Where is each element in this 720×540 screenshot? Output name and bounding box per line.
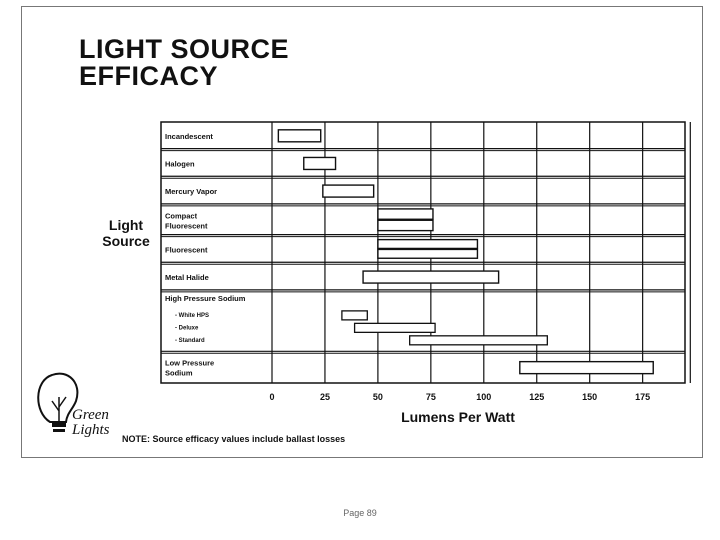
range-bar — [355, 323, 435, 332]
x-tick-label: 0 — [269, 392, 275, 402]
y-axis-label-line-1: Light — [108, 217, 144, 233]
range-bar — [520, 362, 653, 374]
category-label: Incandescent — [165, 131, 213, 141]
x-axis-label: Lumens Per Watt — [401, 409, 515, 425]
logo-text-green: Green — [72, 407, 109, 423]
x-tick-label: 25 — [319, 392, 330, 402]
x-tick-label: 50 — [372, 392, 383, 402]
category-label: Metal Halide — [165, 273, 209, 283]
page-number: Page 89 — [343, 508, 377, 518]
category-label: Compact — [165, 211, 198, 221]
range-bar — [378, 209, 433, 219]
range-bar — [378, 240, 478, 249]
range-bar — [378, 249, 478, 258]
range-bar — [342, 311, 367, 320]
x-tick-label: 100 — [476, 392, 492, 402]
range-bar — [278, 130, 320, 142]
category-label: Halogen — [165, 159, 195, 169]
range-bar — [363, 271, 499, 283]
chart-note: NOTE: Source efficacy values include ballast losses — [122, 434, 346, 444]
x-tick-label: 125 — [529, 392, 545, 402]
range-bar — [323, 185, 374, 197]
subcategory-label: - Deluxe — [175, 325, 199, 332]
y-axis-label-line-2: Source — [102, 233, 150, 249]
category-label: Mercury Vapor — [165, 187, 218, 197]
range-bar — [304, 157, 336, 169]
x-tick-label: 175 — [635, 392, 651, 402]
category-label: Sodium — [165, 368, 193, 378]
logo-text-lights: Lights — [72, 422, 110, 438]
range-bar — [378, 220, 433, 230]
title-line-1: LIGHT SOURCE — [79, 34, 290, 64]
x-tick-label: 75 — [425, 392, 436, 402]
green-lights-logo — [30, 367, 120, 447]
subcategory-label: - Standard — [175, 337, 205, 344]
category-label: High Pressure Sodium — [165, 293, 246, 303]
range-bar — [410, 336, 548, 345]
category-label: Fluorescent — [165, 245, 208, 255]
title-line-2: EFFICACY — [79, 61, 218, 91]
subcategory-label: - White HPS — [175, 312, 209, 319]
category-label: Fluorescent — [165, 221, 208, 231]
category-label: Low Pressure — [165, 358, 215, 368]
x-tick-label: 150 — [582, 392, 598, 402]
